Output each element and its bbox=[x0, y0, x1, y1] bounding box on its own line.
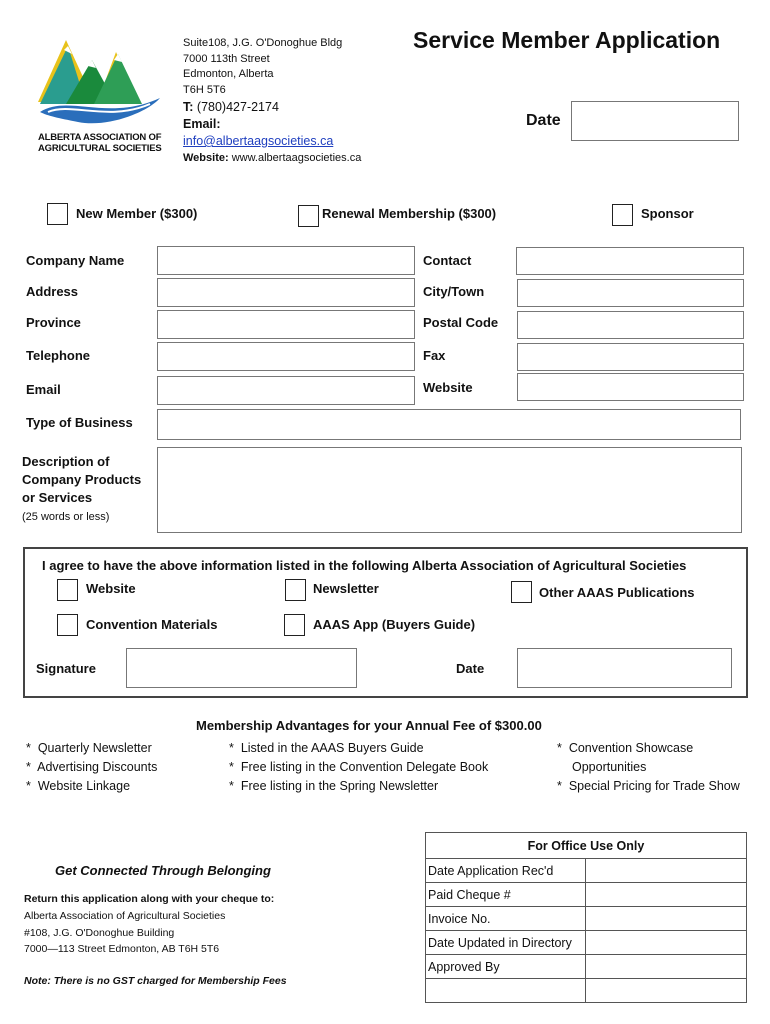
return-address-line: #108, J.G. O'Donoghue Building bbox=[24, 926, 175, 939]
table-row bbox=[426, 979, 747, 1003]
company-name-label: Company Name bbox=[26, 253, 125, 268]
phone-line bbox=[183, 98, 361, 116]
office-row-label bbox=[426, 979, 586, 1003]
city-label: City/Town bbox=[423, 284, 485, 299]
website-label: Website: bbox=[183, 152, 229, 164]
address-block bbox=[183, 36, 361, 166]
list-item bbox=[557, 777, 740, 796]
page-title: Service Member Application bbox=[413, 27, 721, 53]
list-item-text: Listed in the AAAS Buyers Guide bbox=[240, 741, 424, 755]
description-field[interactable] bbox=[157, 447, 742, 533]
province-label: Province bbox=[26, 315, 81, 330]
list-item bbox=[26, 777, 157, 796]
address-line: T6H 5T6 bbox=[183, 83, 226, 96]
office-row-label: Date Application Rec'd bbox=[426, 859, 586, 883]
website-field-label: Website bbox=[423, 380, 473, 395]
email-field[interactable] bbox=[157, 376, 415, 405]
website-url: www.albertaagsocieties.ca bbox=[231, 152, 362, 164]
list-item bbox=[229, 739, 488, 758]
table-row bbox=[426, 955, 747, 979]
table-row bbox=[426, 907, 747, 931]
description-label-line: Description of bbox=[22, 454, 110, 469]
list-item bbox=[26, 758, 157, 777]
table-row bbox=[426, 931, 747, 955]
mountains-logo-icon bbox=[38, 32, 168, 127]
advantages-col1 bbox=[26, 739, 157, 796]
office-row-value[interactable] bbox=[586, 955, 747, 979]
office-row-value[interactable] bbox=[586, 907, 747, 931]
logo-text-line1: ALBERTA ASSOCIATION OF bbox=[38, 132, 162, 143]
sponsor-label: Sponsor bbox=[641, 206, 694, 221]
office-row-label: Date Updated in Directory bbox=[426, 931, 586, 955]
bullet-mark: * bbox=[26, 779, 31, 793]
list-item-text: Special Pricing for Trade Show bbox=[568, 779, 740, 793]
advantages-col2 bbox=[229, 739, 488, 796]
description-label bbox=[22, 453, 141, 507]
signature-field[interactable] bbox=[126, 648, 357, 688]
bullet-mark: * bbox=[557, 779, 562, 793]
office-use-heading: For Office Use Only bbox=[426, 833, 747, 859]
email-label: Email: bbox=[183, 117, 221, 131]
agreement-date-field[interactable] bbox=[517, 648, 732, 688]
office-row-label: Paid Cheque # bbox=[426, 883, 586, 907]
telephone-label: Telephone bbox=[26, 348, 91, 363]
return-heading: Return this application along with your cheque to: bbox=[24, 893, 275, 905]
phone-label: T: bbox=[183, 100, 194, 114]
table-row bbox=[426, 883, 747, 907]
address-line: Suite108, J.G. O'Donoghue Bldg bbox=[183, 37, 343, 49]
address-field[interactable] bbox=[157, 278, 415, 307]
business-type-label: Type of Business bbox=[26, 415, 133, 430]
other-publications-checkbox[interactable] bbox=[511, 581, 532, 603]
agreement-date-label: Date bbox=[456, 661, 485, 676]
date-label: Date bbox=[526, 112, 561, 129]
newsletter-option-label: Newsletter bbox=[313, 581, 379, 596]
office-row-label: Approved By bbox=[426, 955, 586, 979]
company-name-field[interactable] bbox=[157, 246, 415, 275]
office-row-value[interactable] bbox=[586, 859, 747, 883]
bullet-mark: * bbox=[557, 741, 562, 755]
business-type-field[interactable] bbox=[157, 409, 741, 440]
address-line: 7000 113th Street bbox=[183, 52, 270, 65]
advantages-col3 bbox=[557, 739, 740, 796]
telephone-field[interactable] bbox=[157, 342, 415, 371]
postal-code-label: Postal Code bbox=[423, 315, 499, 330]
table-row bbox=[426, 859, 747, 883]
office-row-label: Invoice No. bbox=[426, 907, 586, 931]
new-member-checkbox[interactable] bbox=[47, 203, 68, 225]
list-item bbox=[26, 739, 157, 758]
list-item-text: Free listing in the Convention Delegate Book bbox=[240, 760, 489, 774]
logo bbox=[38, 32, 168, 157]
list-item-text: Website Linkage bbox=[37, 779, 131, 793]
sponsor-checkbox[interactable] bbox=[612, 204, 633, 226]
return-address-line: Alberta Association of Agricultural Societies bbox=[24, 910, 226, 922]
renewal-checkbox[interactable] bbox=[298, 205, 319, 227]
website-line bbox=[183, 150, 361, 166]
bullet-mark: * bbox=[26, 741, 31, 755]
fax-label: Fax bbox=[423, 348, 446, 363]
tagline: Get Connected Through Belonging bbox=[55, 863, 271, 878]
app-option-name: AAAS App bbox=[313, 617, 379, 632]
description-note: (25 words or less) bbox=[22, 511, 110, 523]
list-item bbox=[229, 758, 488, 777]
office-row-value[interactable] bbox=[586, 931, 747, 955]
website-checkbox[interactable] bbox=[57, 579, 78, 601]
postal-code-field[interactable] bbox=[517, 311, 744, 339]
description-label-line: Company Products bbox=[22, 472, 142, 487]
bullet-mark: * bbox=[229, 760, 234, 774]
renewal-label: Renewal Membership ($300) bbox=[322, 206, 497, 221]
description-label-line: or Services bbox=[22, 490, 93, 505]
agreement-heading: I agree to have the above information listed in the following Alberta Association of Agricultural Societies bbox=[42, 558, 687, 573]
convention-option-label: Convention Materials bbox=[86, 617, 218, 632]
convention-checkbox[interactable] bbox=[57, 614, 78, 636]
list-item bbox=[557, 739, 740, 758]
contact-label: Contact bbox=[423, 253, 472, 268]
date-field[interactable] bbox=[571, 101, 739, 141]
list-item bbox=[229, 777, 488, 796]
logo-text-line2: AGRICULTURAL SOCIETIES bbox=[38, 143, 162, 154]
address-label: Address bbox=[26, 284, 79, 299]
app-option-label bbox=[313, 617, 475, 632]
app-checkbox[interactable] bbox=[284, 614, 305, 636]
table-row bbox=[426, 833, 747, 859]
list-item-text: Quarterly Newsletter bbox=[37, 741, 152, 755]
bullet-mark: * bbox=[26, 760, 31, 774]
signature-label: Signature bbox=[36, 661, 96, 676]
return-address bbox=[24, 908, 225, 958]
bullet-mark: * bbox=[229, 741, 234, 755]
fax-field[interactable] bbox=[517, 343, 744, 371]
return-address-line: 7000—113 Street Edmonton, AB T6H 5T6 bbox=[24, 943, 220, 955]
new-member-label: New Member ($300) bbox=[76, 206, 198, 221]
gst-note: Note: There is no GST charged for Membership Fees bbox=[24, 975, 287, 987]
list-item-continuation: Opportunities bbox=[572, 760, 647, 774]
email-field-label: Email bbox=[26, 382, 61, 397]
office-use-table bbox=[425, 832, 747, 1003]
newsletter-checkbox[interactable] bbox=[285, 579, 306, 601]
list-item-text: Free listing in the Spring Newsletter bbox=[240, 779, 439, 793]
contact-field[interactable] bbox=[516, 247, 744, 275]
list-item-text: Convention Showcase bbox=[568, 741, 694, 755]
website-option-label: Website bbox=[86, 581, 136, 596]
bullet-mark: * bbox=[229, 779, 234, 793]
email-link[interactable]: info@albertaagsocieties.ca bbox=[183, 134, 334, 148]
province-field[interactable] bbox=[157, 310, 415, 339]
website-field[interactable] bbox=[517, 373, 744, 401]
app-option-note: (Buyers Guide) bbox=[381, 617, 476, 632]
office-row-value[interactable] bbox=[586, 883, 747, 907]
address-line: Edmonton, Alberta bbox=[183, 68, 274, 80]
city-field[interactable] bbox=[517, 279, 744, 307]
phone-number: (780)427-2174 bbox=[196, 100, 279, 114]
advantages-heading: Membership Advantages for your Annual Fee of $300.00 bbox=[196, 718, 542, 733]
other-publications-label: Other AAAS Publications bbox=[539, 585, 695, 600]
office-row-value[interactable] bbox=[586, 979, 747, 1003]
list-item-text: Advertising Discounts bbox=[37, 760, 158, 774]
